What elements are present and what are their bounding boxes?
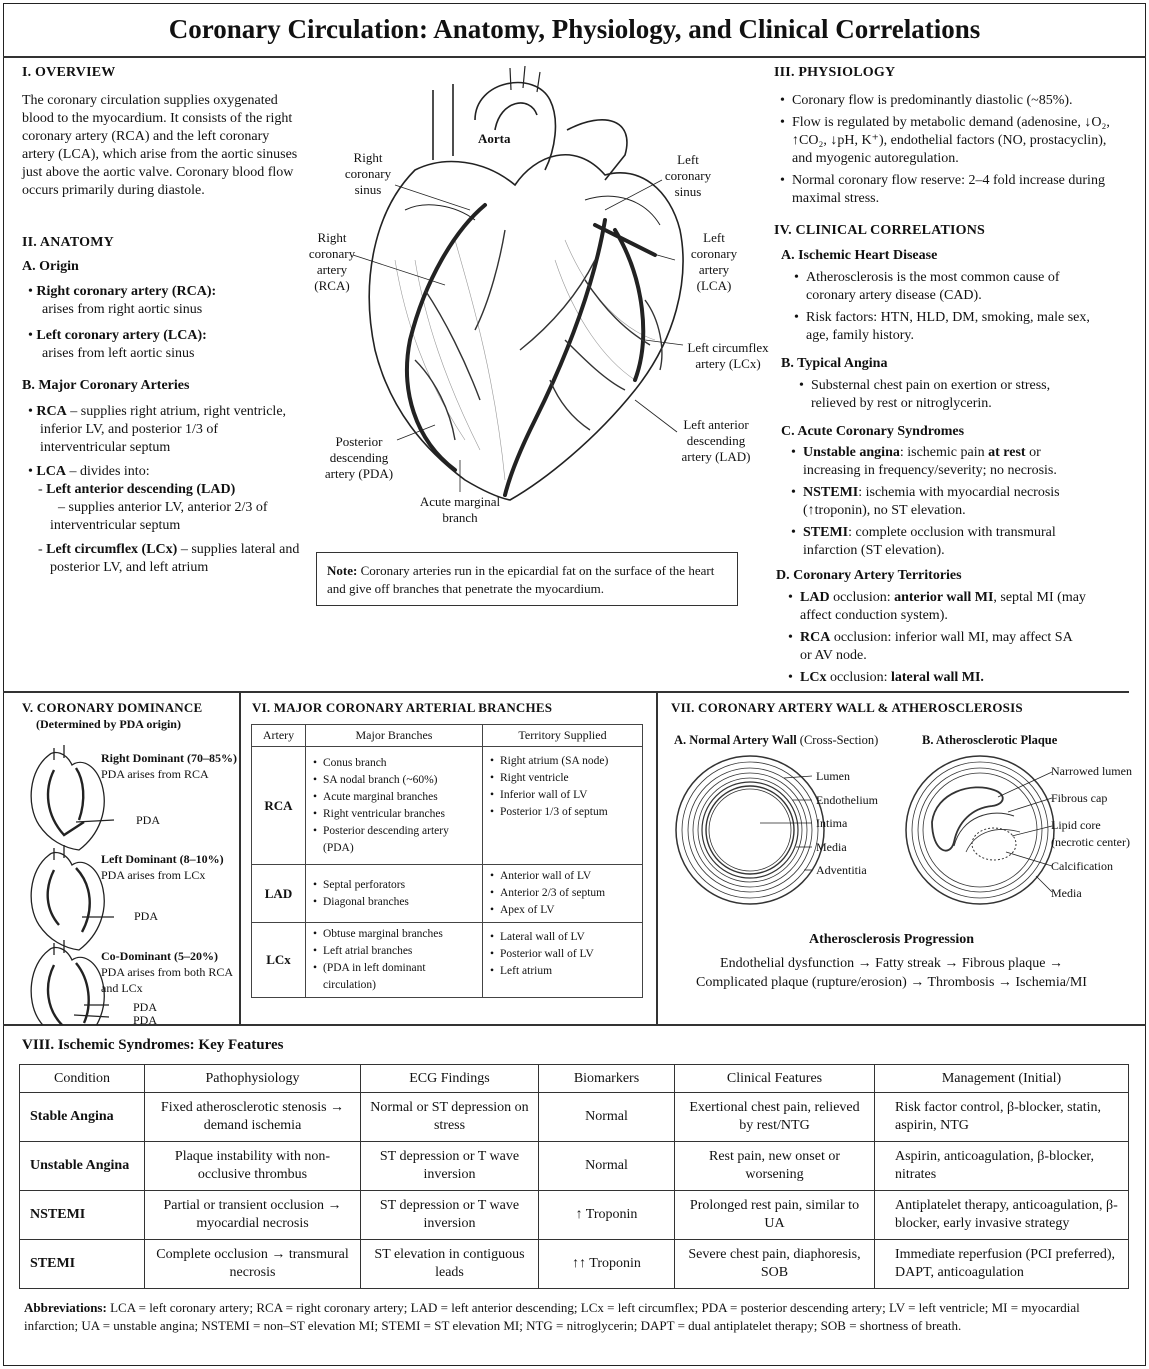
branches-row-lcx [252,923,643,998]
ecg-cell: Normal or ST depression on stress [361,1093,539,1142]
territory-item: • Posterior wall of LV [489,946,636,963]
physiology-item: • Coronary flow is predominantly diastolic (~85%). [778,92,1118,110]
table-row [20,1093,1129,1142]
branches-header-row [252,725,643,747]
branch-item: • Obtuse marginal branches [312,926,476,943]
branch-item: • Posterior descending artery (PDA) [312,823,476,857]
territory-list-cell [483,923,643,998]
branch-item: • Acute marginal branches [312,789,476,806]
acs-list [789,444,1094,564]
table-row [20,1191,1129,1240]
plaque-label-lumen: Narrowed lumen [1051,764,1132,778]
branches-list-cell [306,747,483,865]
dominance-item-right: Right Dominant (70–85%) PDA arises from RCA [101,751,238,781]
angina-list [797,377,1097,417]
syndromes-col: Condition [20,1065,145,1093]
page-title: Coronary Circulation: Anatomy, Physiology, and Clinical Correlations [168,14,981,44]
territory-list-cell [483,865,643,923]
acs-item-ua: • Unstable angina: ischemic pain at rest or increasing in frequency/severity; no necrosis. [789,444,1094,480]
territories-list [786,589,1086,691]
co-dominant-heart [31,940,109,1025]
territories-heading: D. Coronary Artery Territories [776,568,962,583]
normal-artery-section [676,756,824,904]
svc-vessel [433,84,453,160]
branch-item: • Conus branch [312,755,476,772]
overview-heading: I. OVERVIEW [22,65,116,80]
progression-title: Atherosclerosis Progression [808,932,974,947]
clinical-cell: Prolonged rest pain, similar to UA [675,1191,875,1240]
table-row [20,1142,1129,1191]
acute-marginal-label: Acute marginal branch [419,494,501,525]
origin-list [28,283,308,363]
branches-artery-cell: LAD [252,865,306,923]
clinical-cell: Exertional chest pain, relieved by rest/NTG [675,1093,875,1142]
progression-text: Endothelial dysfunction → Fatty streak → Fibrous plaque → Complicated plaque (rupture/erosion) → Thrombosis → Ischemia/MI [696,956,1087,990]
normal-label-media: Media [816,840,847,854]
acs-item-stemi: • STEMI: complete occlusion with transmural infarction (ST elevation). [789,524,1094,560]
territory-item: • Posterior 1/3 of septum [489,804,636,821]
lad-vessel [505,220,605,495]
lcx-item: - Left circumflex (LCx) – supplies lateral and posterior LV, and left atrium [38,542,300,575]
pda-label: Posterior descending artery (PDA) [324,434,394,481]
pulmonary-trunk [567,120,627,180]
territory-item-lad: • LAD occlusion: anterior wall MI, septal MI (may affect conduction system). [786,589,1086,625]
territory-item: • Apex of LV [489,902,636,919]
ecg-cell: ST depression or T wave inversion [361,1191,539,1240]
normal-label-adventitia: Adventitia [816,863,867,877]
syndromes-table [19,1064,1129,1289]
branches-list-cell [306,923,483,998]
territory-item: • Right atrium (SA node) [489,753,636,770]
territory-item: • Anterior wall of LV [489,868,636,885]
management-cell: Aspirin, anticoagulation, β-blocker, nitrates [875,1142,1129,1191]
physiology-list [778,92,1118,212]
condition-cell: STEMI [20,1240,145,1289]
heart-outline [369,155,683,500]
branches-list-cell [306,865,483,923]
territory-item-lcx: • LCx occlusion: lateral wall MI. [786,669,1086,687]
territory-item-rca: • RCA occlusion: inferior wall MI, may affect SA or AV node. [786,629,1086,665]
abbreviations: Abbreviations: LCA = left coronary artery; RCA = right coronary artery; LAD = left anterior descending; LCx = left circumflex; PDA = posterior descending artery; LV = left ventricle; MI = myocardial infarction; UA = unstable angina; NSTEMI = non–ST elevation MI; STEMI = ST elevation MI; NTG = nitroglycerin; DAPT = dual antiplatelet therapy; SOB = shortness of breath. [24,1300,1080,1333]
wall-heading: VII. CORONARY ARTERY WALL & ATHEROSCLEROSIS [671,700,1023,715]
origin-heading: A. Origin [22,259,79,274]
dominance-pda-label-clipped: PDA [133,1013,158,1024]
branches-col-territory: Territory Supplied [483,725,643,747]
normal-label-intima: Intima [816,816,848,830]
mid-band-top-rule [3,691,1129,693]
plaque-label-calcification: Calcification [1051,859,1113,873]
clinical-cell: Severe chest pain, diaphoresis, SOB [675,1240,875,1289]
physiology-heading: III. PHYSIOLOGY [774,65,896,80]
condition-cell: Stable Angina [20,1093,145,1142]
territory-list-cell [483,747,643,865]
branch-item: • Diagonal branches [312,894,476,911]
angina-item: • Substernal chest pain on exertion or stress, relieved by rest or nitroglycerin. [797,377,1097,413]
aorta-label: Aorta [478,131,511,146]
territory-item: • Inferior wall of LV [489,787,636,804]
biomarker-cell: ↑↑ Troponin [539,1240,675,1289]
ecg-cell: ST depression or T wave inversion [361,1142,539,1191]
acs-heading: C. Acute Coronary Syndromes [781,424,965,439]
major-arteries-heading: B. Major Coronary Arteries [22,378,190,393]
branches-artery-cell: RCA [252,747,306,865]
dominance-item-left: Left Dominant (8–10%) PDA arises from LCx [101,852,224,882]
lad-label: Left anterior descending artery (LAD) [681,417,751,464]
clinical-cell: Rest pain, new onset or worsening [675,1142,875,1191]
normal-label-endothelium: Endothelium [816,793,878,807]
dominance-pda-label: PDA [136,813,161,827]
branch-item: • Septal perforators [312,877,476,894]
branches-col-branches: Major Branches [306,725,483,747]
angina-heading: B. Typical Angina [781,356,888,371]
biomarker-cell: Normal [539,1142,675,1191]
ihd-list [792,269,1092,349]
lad-item: - Left anterior descending (LAD) – supplies anterior LV, anterior 2/3 of interventricular septum [38,482,268,533]
territory-item: • Anterior 2/3 of septum [489,885,636,902]
major-arteries-list [28,403,300,577]
clinical-heading: IV. CLINICAL CORRELATIONS [774,223,986,238]
anatomy-heading: II. ANATOMY [22,235,114,250]
biomarker-cell: Normal [539,1093,675,1142]
territory-item: • Right ventricle [489,770,636,787]
lcx-vessel [615,230,643,380]
plaque-artery-section [906,756,1054,904]
syndromes-col: ECG Findings [361,1065,539,1093]
syndromes-col: Biomarkers [539,1065,675,1093]
syndromes-header-row [20,1065,1129,1093]
management-cell: Immediate reperfusion (PCI preferred), DAPT, anticoagulation [875,1240,1129,1289]
condition-cell: NSTEMI [20,1191,145,1240]
right-sinus-label: Right coronary sinus [344,150,392,197]
branches-row-rca [252,747,643,865]
note-box: Note: Coronary arteries run in the epicardial fat on the surface of the heart and give off branches that penetrate the myocardium. [316,552,738,606]
patho-cell: Plaque instability with non-occlusive thrombus [145,1142,361,1191]
origin-item-lca: • Left coronary artery (LCA): arises from left aortic sinus [28,328,207,361]
branches-table [251,724,643,998]
ihd-heading: A. Ischemic Heart Disease [781,248,938,263]
rca-vessel [407,205,485,470]
overview-text: The coronary circulation supplies oxygenated blood to the myocardium. It consists of the right coronary artery (RCA) and the left coronary artery (LCA), which arise from the aortic sinuses just above the aortic valve. Coronary blood flow occurs primarily during diastole. [22,93,298,198]
syndromes-col: Management (Initial) [875,1065,1129,1093]
lca-label: Left coronary artery (LCA) [690,230,738,293]
lcx-label: Left circumflex artery (LCx) [687,340,769,371]
branch-item: • (PDA in left dominant circulation) [312,960,476,994]
ihd-item: • Atherosclerosis is the most common cause of coronary artery disease (CAD). [792,269,1092,305]
patho-cell: Fixed atherosclerotic stenosis → demand ischemia [145,1093,361,1142]
patho-cell: Complete occlusion → transmural necrosis [145,1240,361,1289]
dominance-subheading: (Determined by PDA origin) [36,717,181,731]
branches-artery-cell: LCx [252,923,306,998]
branches-row-lad [252,865,643,923]
management-cell: Antiplatelet therapy, anticoagulation, β-blocker, early invasive strategy [875,1191,1129,1240]
dominance-heading: V. CORONARY DOMINANCE [22,700,203,715]
management-cell: Risk factor control, β-blocker, statin, aspirin, NTG [875,1093,1129,1142]
biomarker-cell: ↑ Troponin [539,1191,675,1240]
rca-label: Right coronary artery (RCA) [308,230,356,293]
branches-heading: VI. MAJOR CORONARY ARTERIAL BRANCHES [252,700,553,715]
rca-item: • RCA – supplies right atrium, right ventricle, inferior LV, and posterior 1/3 of interventricular septum [28,404,287,455]
dominance-pda-label: PDA [134,909,159,923]
condition-cell: Unstable Angina [20,1142,145,1191]
territory-item: • Lateral wall of LV [489,929,636,946]
branch-item: • SA nodal branch (~60%) [312,772,476,789]
normal-label-lumen: Lumen [816,769,850,783]
physiology-item: • Normal coronary flow reserve: 2–4 fold increase during maximal stress. [778,172,1118,208]
origin-item-rca: • Right coronary artery (RCA): arises from right aortic sinus [28,284,217,317]
physiology-item: • Flow is regulated by metabolic demand (adenosine, ↓O₂, ↑CO₂, ↓pH, K⁺), endothelial factors (NO, prostacyclin), and myogenic autoregulation. [778,114,1118,168]
plaque-label-lipid: Lipid core (necrotic center) [1051,818,1130,849]
ecg-cell: ST elevation in contiguous leads [361,1240,539,1289]
mid-band-divider-2 [656,691,658,1024]
branch-item: • Left atrial branches [312,943,476,960]
mid-band-bottom-rule [3,1024,1146,1026]
left-sinus-label: Left coronary sinus [664,152,712,199]
plaque-title: B. Atherosclerotic Plaque [922,733,1058,747]
branch-item: • Right ventricular branches [312,806,476,823]
ihd-item: • Risk factors: HTN, HLD, DM, smoking, male sex, age, family history. [792,309,1092,345]
branches-col-artery: Artery [252,725,306,747]
syndromes-col: Clinical Features [675,1065,875,1093]
lca-item: • LCA – divides into: [28,464,150,479]
syndromes-heading: VIII. Ischemic Syndromes: Key Features [22,1037,284,1053]
patho-cell: Partial or transient occlusion → myocardial necrosis [145,1191,361,1240]
plaque-label-cap: Fibrous cap [1051,791,1108,805]
title-rule [3,56,1146,58]
dominance-pda-label: PDA [133,1000,158,1014]
aortic-arch [475,83,555,170]
acs-item-nstemi: • NSTEMI: ischemia with myocardial necrosis (↑troponin), no ST elevation. [789,484,1094,520]
syndromes-col: Pathophysiology [145,1065,361,1093]
plaque-label-media: Media [1051,886,1082,900]
normal-wall-title: A. Normal Artery Wall (Cross-Section) [674,733,879,747]
territory-item: • Left atrium [489,963,636,980]
table-row [20,1240,1129,1289]
dominance-item-co: Co-Dominant (5–20%) PDA arises from both RCA and LCx [101,949,233,995]
